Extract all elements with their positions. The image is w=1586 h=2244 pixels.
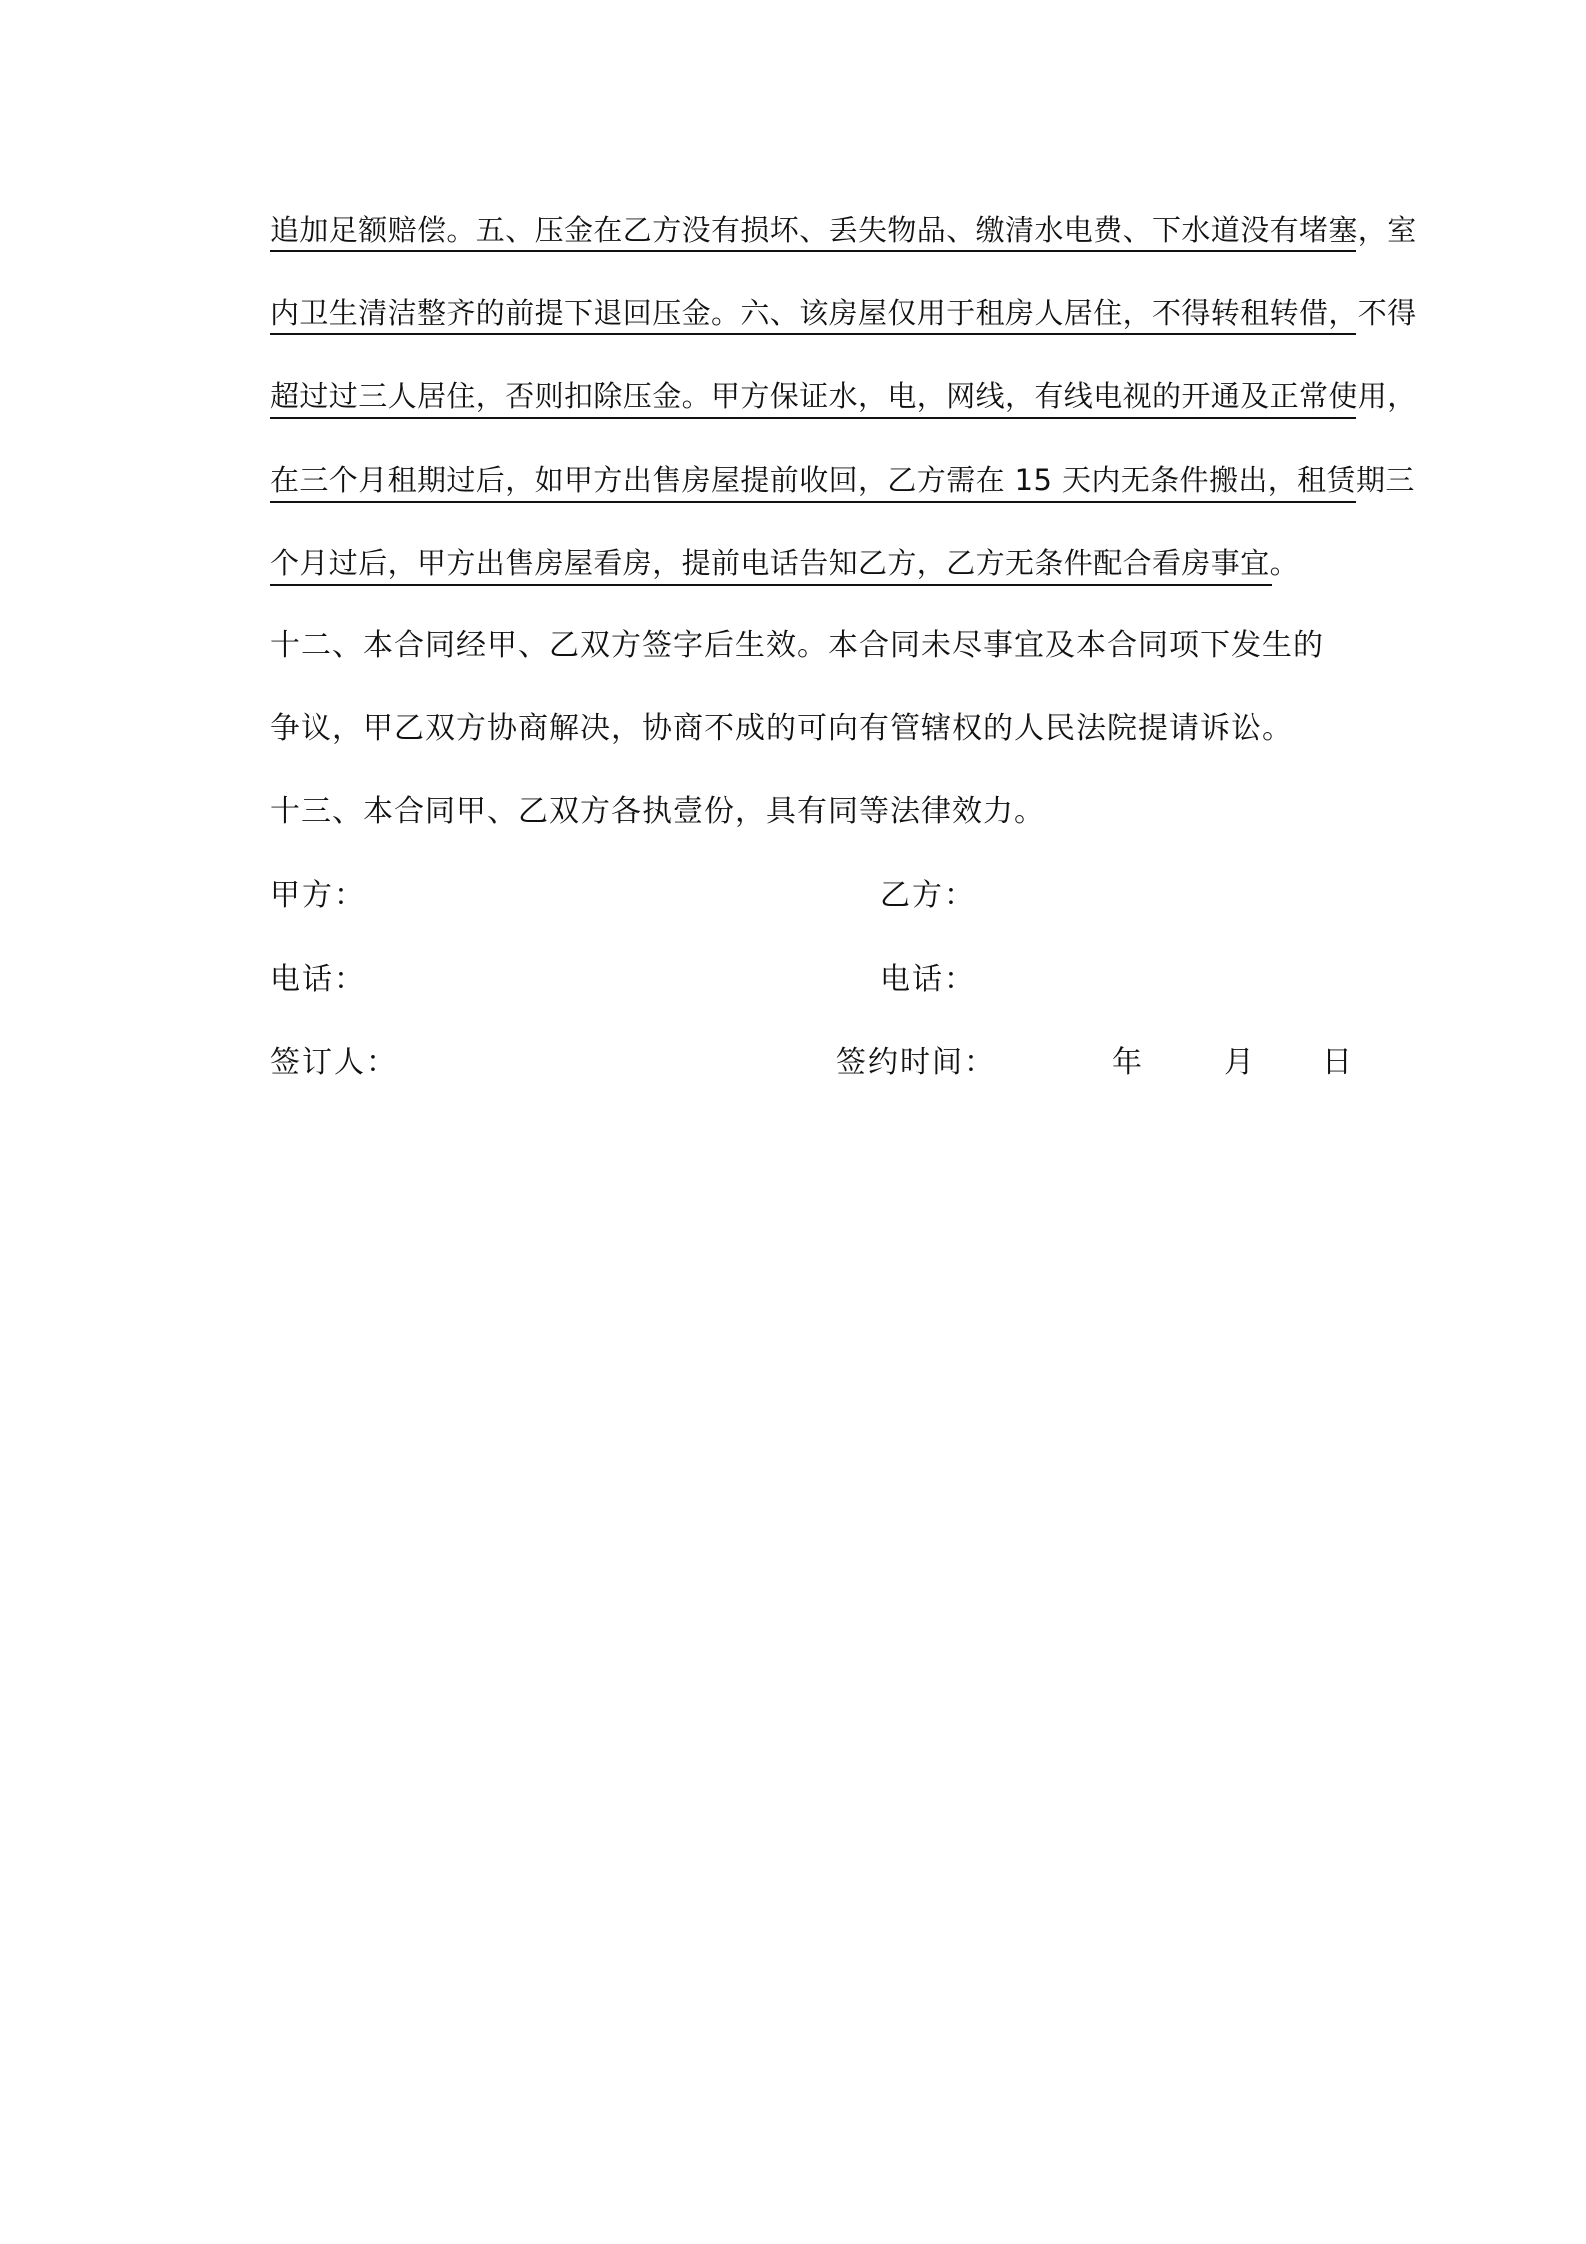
underline-2	[270, 333, 1356, 335]
clause-12-line-2: 争议，甲乙双方协商解决，协商不成的可向有管辖权的人民法院提请诉讼。	[270, 711, 1293, 746]
clause-12-line-1: 十二、本合同经甲、乙双方签字后生效。本合同未尽事宜及本合同项下发生的	[270, 628, 1324, 663]
underline-1	[270, 250, 1356, 252]
underline-3	[270, 417, 1356, 419]
underline-4	[270, 501, 1356, 503]
signer-label: 签订人：	[270, 1045, 398, 1080]
party-b-label: 乙方：	[880, 878, 976, 913]
underlined-line-1: 追加足额赔偿。五、压金在乙方没有损坏、丢失物品、缴清水电费、下水道没有堵塞，室	[270, 213, 1417, 247]
underlined-line-2: 内卫生清洁整齐的前提下退回压金。六、该房屋仅用于租房人居住，不得转租转借，不得	[270, 296, 1417, 330]
underlined-line-3: 超过过三人居住，否则扣除压金。甲方保证水，电，网线，有线电视的开通及正常使用，	[270, 379, 1417, 413]
underlined-line-5: 个月过后，甲方出售房屋看房，提前电话告知乙方，乙方无条件配合看房事宜。	[270, 546, 1300, 580]
party-a-label: 甲方：	[270, 878, 366, 913]
sign-date-label: 签约时间：	[836, 1045, 996, 1080]
phone-a-label: 电话：	[270, 962, 366, 997]
day-label: 日	[1322, 1045, 1354, 1080]
phone-b-label: 电话：	[880, 962, 976, 997]
underline-5	[270, 584, 1272, 586]
clause-13: 十三、本合同甲、乙双方各执壹份，具有同等法律效力。	[270, 794, 1045, 829]
year-label: 年	[1112, 1045, 1144, 1080]
month-label: 月	[1224, 1045, 1256, 1080]
underlined-line-4: 在三个月租期过后，如甲方出售房屋提前收回，乙方需在 15 天内无条件搬出，租赁期三	[270, 463, 1415, 497]
